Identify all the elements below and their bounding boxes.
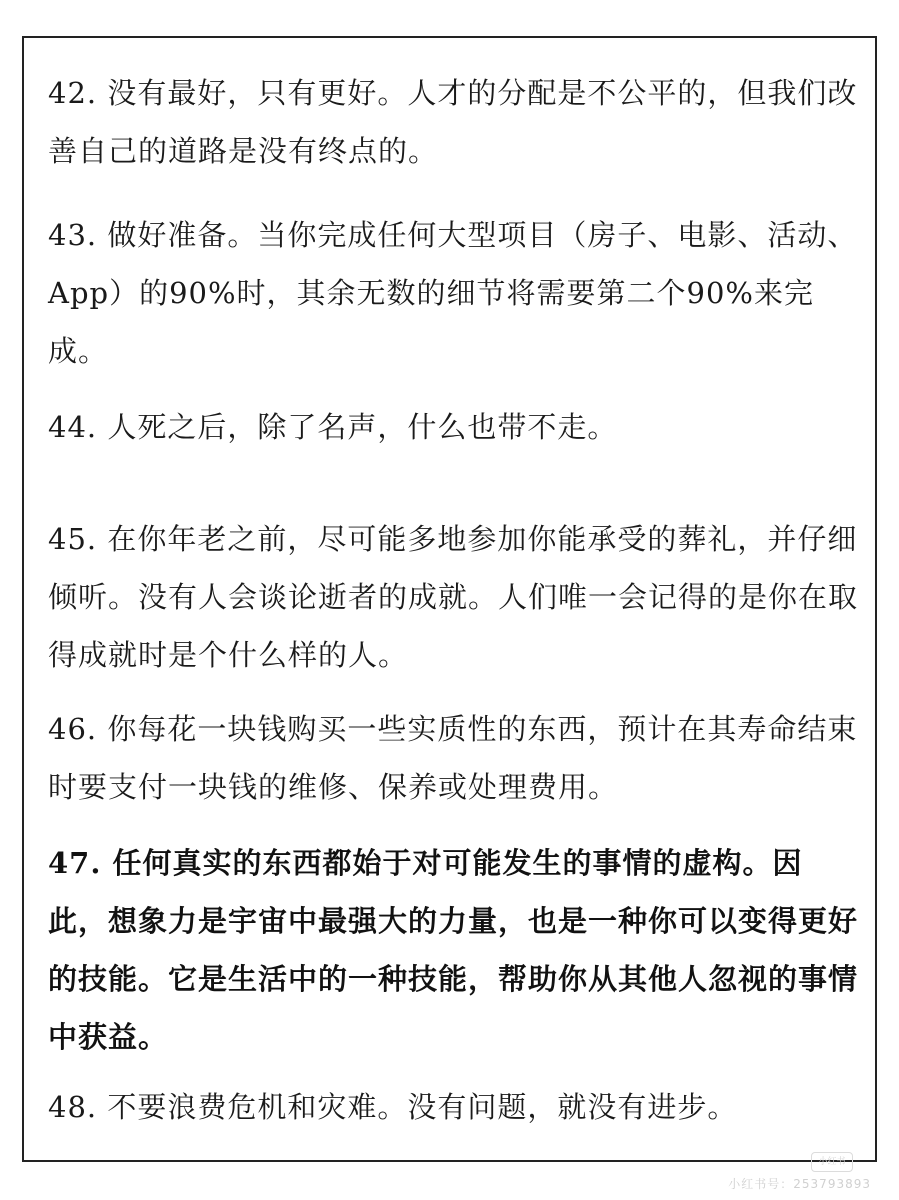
list-item-48: 48. 不要浪费危机和灾难。没有问题，就没有进步。	[48, 1090, 738, 1124]
list-item-45: 45. 在你年老之前，尽可能多地参加你能承受的葬礼，并仔细倾听。没有人会谈论逝者的成就。人们唯一会记得的是你在取得成就时是个什么样的人。	[48, 522, 859, 672]
document-frame	[22, 36, 877, 1162]
watermark-account: 小红书号：253793893	[728, 1177, 871, 1191]
watermark-logo: 小红书	[811, 1152, 853, 1172]
list-item-44: 44. 人死之后，除了名声，什么也带不走。	[48, 410, 618, 444]
list-item-42: 42. 没有最好，只有更好。人才的分配是不公平的，但我们改善自己的道路是没有终点的。	[48, 76, 858, 168]
list-item-47-emphasized: 47. 任何真实的东西都始于对可能发生的事情的虚构。因此，想象力是宇宙中最强大的力量，也是一种你可以变得更好的技能。它是生活中的一种技能，帮助你从其他人忽视的事情中获益。	[48, 846, 859, 1054]
list-item-46: 46. 你每花一块钱购买一些实质性的东西，预计在其寿命结束时要支付一块钱的维修、保养或处理费用。	[48, 712, 858, 804]
list-item-43: 43. 做好准备。当你完成任何大型项目（房子、电影、活动、App）的90%时，其余无数的细节将需要第二个90%来完成。	[48, 218, 858, 368]
